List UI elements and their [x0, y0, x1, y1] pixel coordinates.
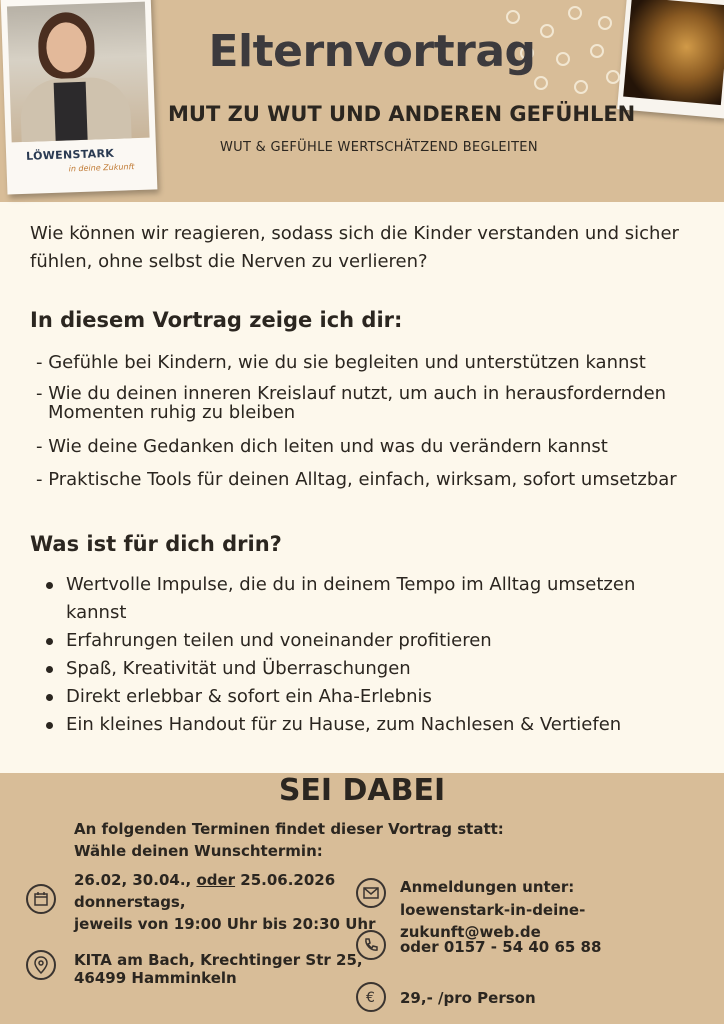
- list-item: - Wie deine Gedanken dich leiten und was du verändern kannst: [36, 436, 608, 457]
- price-text: 29,- /pro Person: [400, 989, 536, 1007]
- calendar-icon: [26, 884, 56, 914]
- bullet-item: Spaß, Kreativität und Überraschungen: [66, 655, 686, 683]
- brand-logo-tagline: in deine Zukunft: [68, 162, 135, 174]
- svg-text:€: €: [366, 990, 375, 1006]
- page-title: Elternvortrag: [208, 26, 536, 77]
- page-tagline: WUT & GEFÜHLE WERTSCHÄTZEND BEGLEITEN: [220, 140, 538, 155]
- dates-or: oder: [196, 871, 236, 889]
- bullet-item: Erfahrungen teilen und voneinander profitieren: [66, 627, 686, 655]
- section-heading-vortrag: In diesem Vortrag zeige ich dir:: [30, 308, 403, 332]
- email-link[interactable]: loewenstark-in-deine-zukunft@web.de: [400, 901, 586, 941]
- phone-link[interactable]: oder 0157 - 54 40 65 88: [400, 938, 602, 956]
- mail-icon: [356, 878, 386, 908]
- time-text: jeweils von 19:00 Uhr bis 20:30 Uhr: [74, 915, 376, 933]
- dates-intro: An folgenden Terminen findet dieser Vortrag statt:: [74, 820, 504, 838]
- list-item: Momenten ruhig zu bleiben: [48, 402, 296, 423]
- signup-label: Anmeldungen unter:: [400, 878, 575, 896]
- bullet-item: Wertvolle Impulse, die du in deinem Tempo im Alltag umsetzen kannst: [66, 571, 666, 627]
- phone-icon: [356, 930, 386, 960]
- euro-icon: [356, 982, 386, 1012]
- bullet-item: Ein kleines Handout für zu Hause, zum Nachlesen & Vertiefen: [66, 711, 686, 739]
- cta-heading: SEI DABEI: [278, 773, 446, 808]
- dates-intro-choose: Wähle deinen Wunschtermin:: [74, 842, 323, 860]
- brand-logo: LÖWENSTARK: [25, 146, 115, 163]
- location-pin-icon: [26, 950, 56, 980]
- list-item: - Praktische Tools für deinen Alltag, einfach, wirksam, sofort umsetzbar: [36, 469, 677, 490]
- location-line1: KITA am Bach, Krechtinger Str 25,: [74, 951, 363, 969]
- dates-list: 26.02, 30.04.,: [74, 871, 197, 889]
- weekday-text: donnerstags,: [74, 893, 186, 911]
- intro-text: Wie können wir reagieren, sodass sich die Kinder verstanden und sicher fühlen, ohne selbst die Nerven zu verlieren?: [30, 223, 679, 272]
- location-line2: 46499 Hamminkeln: [74, 969, 237, 987]
- bullet-item: Direkt erlebbar & sofort ein Aha-Erlebnis: [66, 683, 686, 711]
- dates-last: 25.06.2026: [235, 871, 336, 889]
- dates-line: [74, 869, 335, 891]
- list-item: - Gefühle bei Kindern, wie du sie begleiten und unterstützen kannst: [36, 352, 646, 373]
- section-heading-drin: Was ist für dich drin?: [30, 532, 282, 556]
- list-item: - Wie du deinen inneren Kreislauf nutzt, um auch in herausfordernden: [36, 383, 667, 404]
- page-subtitle: MUT ZU WUT UND ANDEREN GEFÜHLEN: [168, 102, 636, 126]
